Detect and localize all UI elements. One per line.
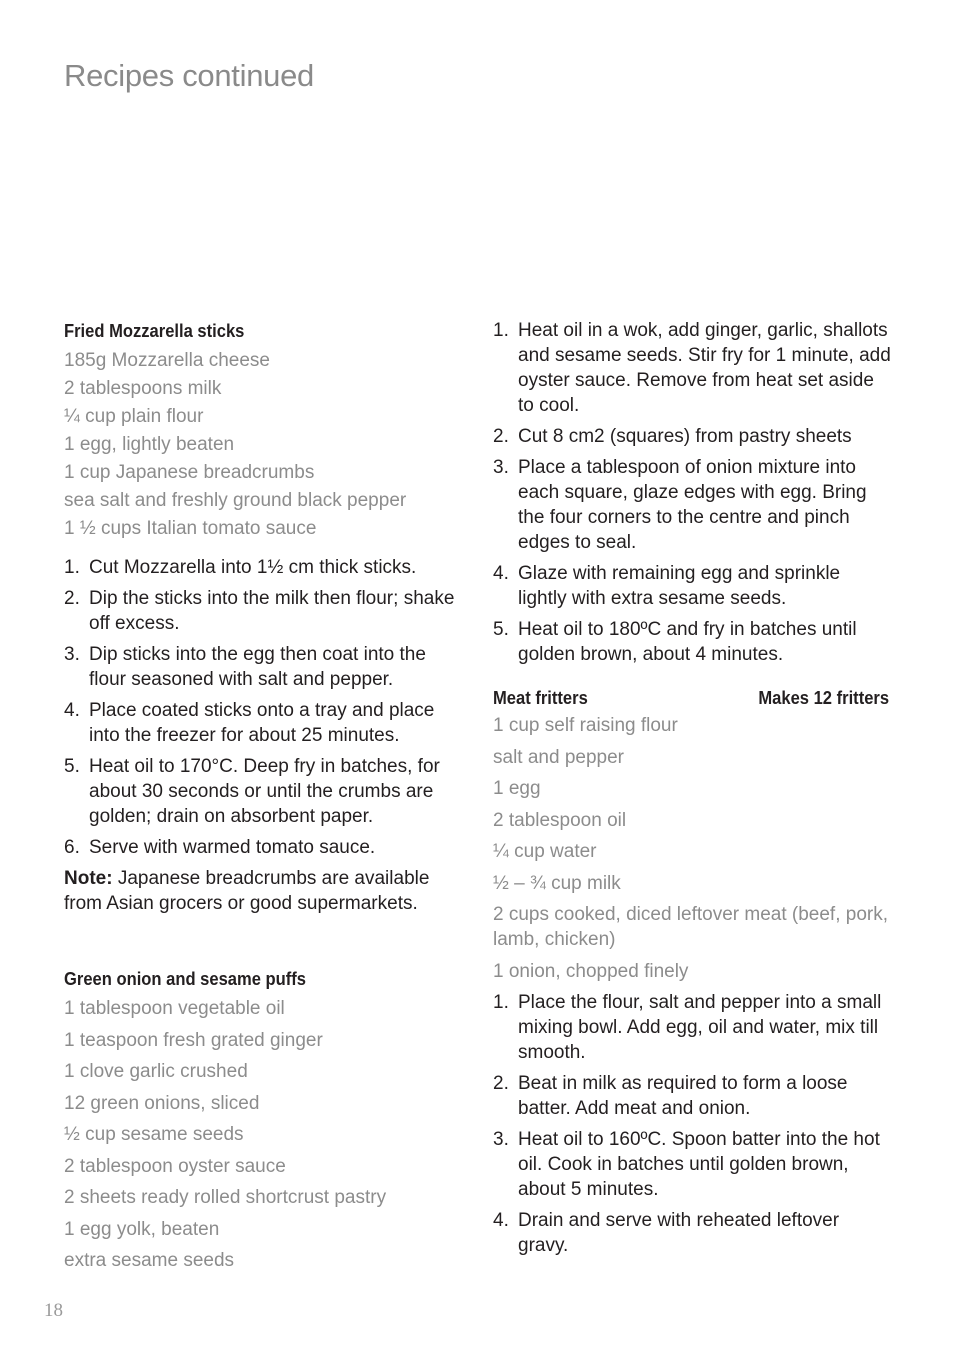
recipe-meat-fritters: [493, 685, 893, 1258]
ingredient-item: 1 egg: [493, 778, 541, 799]
method-step: [493, 424, 893, 449]
method-step: [64, 555, 459, 580]
ingredient-item: 1 egg yolk, beaten: [64, 1218, 220, 1240]
recipe-fried-mozzarella-sticks: [64, 318, 459, 916]
ingredient-item: 2 sheets ready rolled shortcrust pastry: [64, 1187, 387, 1208]
recipe-title: Green onion and sesame puffs: [64, 969, 307, 989]
method-steps: [493, 318, 893, 667]
recipe-yield: Makes 12 fritters: [758, 688, 889, 708]
step-number: 3.: [493, 457, 509, 478]
step-number: 1.: [64, 557, 80, 578]
step-number: 4.: [493, 563, 509, 584]
step-number: 6.: [64, 837, 80, 858]
ingredient-item: 2 tablespoons milk: [64, 378, 222, 399]
step-number: 2.: [493, 426, 509, 447]
step-text: Glaze with remaining egg and sprinkle lightly with extra sesame seeds.: [518, 563, 841, 609]
step-text: Heat oil to 160ºC. Spoon batter into the hot oil. Cook in batches until golden brown, about 5 minutes.: [518, 1129, 880, 1200]
ingredient-item: 1 tablespoon vegetable oil: [64, 998, 285, 1019]
method-steps: [64, 555, 459, 860]
step-text: Place a tablespoon of onion mixture into each square, glaze edges with egg. Bring the four corners to the centre and pinch edges to seal.: [518, 457, 867, 553]
step-text: Serve with warmed tomato sauce.: [89, 837, 376, 858]
method-step: [493, 1127, 893, 1202]
note-text: Japanese breadcrumbs are available from Asian grocers or good supermarkets.: [64, 868, 430, 914]
step-number: 3.: [64, 644, 80, 665]
ingredient-item: 1 onion, chopped finely: [493, 960, 689, 982]
ingredient-item: 1 cup Japanese breadcrumbs: [64, 462, 315, 483]
ingredient-item: extra sesame seeds: [64, 1250, 235, 1271]
method-step: [493, 318, 893, 418]
ingredient-list: [64, 348, 459, 541]
step-number: 5.: [493, 619, 509, 640]
recipe-title: Fried Mozzarella sticks: [64, 321, 245, 341]
step-number: 3.: [493, 1129, 509, 1150]
step-text: Heat oil in a wok, add ginger, garlic, shallots and sesame seeds. Stir fry for 1 minute, add oyster sauce. Remove from heat set aside to cool.: [518, 320, 891, 416]
step-text: Drain and serve with reheated leftover gravy.: [518, 1210, 840, 1256]
step-number: 2.: [493, 1073, 509, 1094]
step-text: Heat oil to 170°C. Deep fry in batches, for about 30 seconds or until the crumbs are golden; drain on absorbent paper.: [89, 756, 440, 827]
ingredient-item: ¼ cup plain flour: [64, 406, 204, 427]
step-text: Beat in milk as required to form a loose batter. Add meat and onion.: [518, 1073, 848, 1119]
recipe-header: [493, 685, 889, 711]
recipe-green-onion-sesame-puffs: [64, 966, 459, 1273]
ingredient-item: 1 ½ cups Italian tomato sauce: [64, 518, 317, 539]
method-step: [64, 586, 459, 636]
page-title: Recipes continued: [64, 58, 314, 93]
ingredient-item: 1 teaspoon fresh grated ginger: [64, 1029, 323, 1051]
method-steps: [493, 990, 893, 1258]
step-text: Dip the sticks into the milk then flour; shake off excess.: [89, 588, 455, 634]
step-text: Dip sticks into the egg then coat into the flour seasoned with salt and pepper.: [89, 644, 426, 690]
note-label: Note:: [64, 868, 113, 889]
ingredient-item: 2 tablespoon oil: [493, 809, 627, 831]
step-text: Place coated sticks onto a tray and place into the freezer for about 25 minutes.: [89, 700, 435, 746]
recipe-note: [64, 866, 459, 916]
ingredient-list: [493, 713, 893, 984]
ingredient-item: 1 clove garlic crushed: [64, 1061, 248, 1082]
recipe-green-onion-sesame-puffs-method: [493, 318, 893, 667]
ingredient-item: 12 green onions, sliced: [64, 1092, 260, 1114]
method-step: [64, 698, 459, 748]
method-step: [64, 642, 459, 692]
step-number: 4.: [64, 700, 80, 721]
method-step: [493, 617, 893, 667]
method-step: [493, 1071, 893, 1121]
ingredient-item: 185g Mozzarella cheese: [64, 350, 270, 371]
method-step: [64, 754, 459, 829]
ingredient-item: sea salt and freshly ground black pepper: [64, 490, 407, 511]
ingredient-item: 2 tablespoon oyster sauce: [64, 1155, 286, 1177]
step-number: 4.: [493, 1210, 509, 1231]
step-text: Cut Mozzarella into 1½ cm thick sticks.: [89, 557, 417, 578]
page-number: 18: [44, 1300, 63, 1321]
step-number: 1.: [493, 992, 509, 1013]
ingredient-item: ¼ cup water: [493, 841, 597, 862]
ingredient-item: 1 cup self raising flour: [493, 715, 678, 736]
method-step: [493, 455, 893, 555]
method-step: [493, 561, 893, 611]
step-text: Place the flour, salt and pepper into a small mixing bowl. Add egg, oil and water, mix till smooth.: [518, 992, 882, 1063]
method-step: [64, 835, 459, 860]
ingredient-item: 1 egg, lightly beaten: [64, 434, 235, 455]
left-column: [64, 318, 459, 1280]
ingredient-item: ½ cup sesame seeds: [64, 1124, 244, 1145]
step-number: 2.: [64, 588, 80, 609]
method-step: [493, 990, 893, 1065]
ingredient-item: ½ – ¾ cup milk: [493, 872, 621, 894]
recipe-title: Meat fritters: [493, 688, 588, 708]
step-number: 1.: [493, 320, 509, 341]
right-column: [493, 318, 893, 1264]
method-step: [493, 1208, 893, 1258]
step-text: Heat oil to 180ºC and fry in batches until golden brown, about 4 minutes.: [518, 619, 857, 665]
ingredient-item: 2 cups cooked, diced leftover meat (beef, pork, lamb, chicken): [493, 904, 888, 950]
step-text: Cut 8 cm2 (squares) from pastry sheets: [518, 426, 852, 447]
ingredient-item: salt and pepper: [493, 746, 624, 768]
step-number: 5.: [64, 756, 80, 777]
ingredient-list: [64, 996, 459, 1273]
